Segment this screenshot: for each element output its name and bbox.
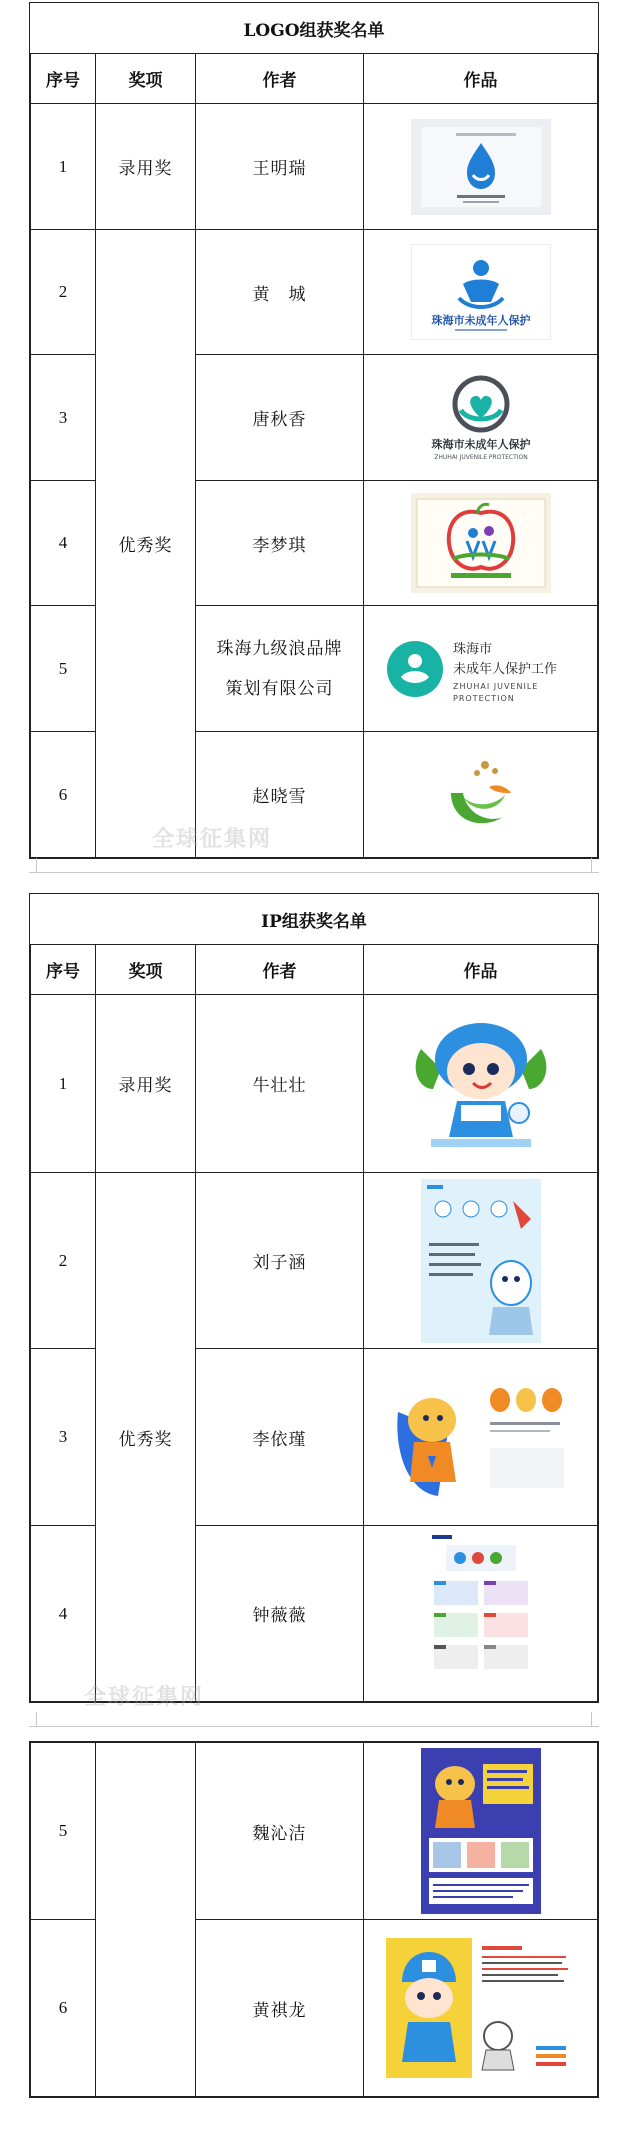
author-name [196,606,364,732]
header-work: 作品 [364,54,598,104]
ip-table-title: IP组获奖名单 [31,894,598,945]
logo-apple-children-image [411,493,551,593]
row-number: 4 [31,481,96,606]
watermark: 全球征集网 [152,827,273,852]
logo-5-caption-2: 未成年人保护工作 [452,661,557,677]
logo-circle-child-image [381,621,581,717]
author-name: 李梦琪 [196,481,364,606]
author-name: 牛壮壮 [196,995,364,1173]
work-cell [364,1920,598,2097]
page-divider [29,1726,599,1727]
row-number: 1 [31,104,96,230]
logo-heart-hands-image [411,370,551,466]
award-label: 录用奖 [96,995,196,1173]
work-cell [364,1526,598,1702]
author-name: 钟薇薇 [196,1526,364,1702]
mascot-poster-image [421,1748,541,1914]
author-name-line-2: 策划有限公司 [225,678,334,699]
mascot-orange-cape-image [388,1372,574,1502]
work-cell [364,995,598,1173]
author-name: 黄 城 [196,230,364,355]
logo-figure-hand-image [411,244,551,340]
author-name: 赵晓雪 [196,732,364,858]
logo-5-caption-1: 珠海市 [452,641,492,657]
table-row [31,995,598,1173]
award-label: 优秀奖 [96,1173,196,1702]
table-row [31,104,598,230]
author-name: 唐秋香 [196,355,364,481]
mascot-color-variants-image [426,1531,536,1697]
work-cell [364,481,598,606]
header-number: 序号 [31,54,96,104]
table-row [31,1173,598,1349]
author-name: 刘子涵 [196,1173,364,1349]
row-number: 1 [31,995,96,1173]
row-number: 5 [31,606,96,732]
row-number: 2 [31,1173,96,1349]
award-label: 优秀奖 [96,230,196,858]
logo-award-table [29,2,599,859]
page-corner-mark [36,858,37,872]
logo-3-subcaption: ZHUHAI JUVENILE PROTECTION [433,453,528,461]
work-cell [364,1173,598,1349]
logo-droplet-hand-image [411,119,551,215]
page-corner-mark [591,1712,592,1726]
ip-award-table [29,893,599,1703]
award-label-continued [96,1743,196,2097]
header-number: 序号 [31,945,96,995]
mascot-yellow-card-image [386,1938,576,2078]
watermark: 全球征集网 [84,1685,205,1710]
page-divider [29,872,599,873]
work-cell [364,230,598,355]
award-label: 录用奖 [96,104,196,230]
table-row [31,230,598,355]
page-corner-mark [591,858,592,872]
row-number: 5 [31,1743,96,1920]
row-number: 3 [31,1349,96,1526]
author-name: 王明瑞 [196,104,364,230]
author-name-line-1: 珠海九级浪品牌 [216,638,343,659]
logo-5-caption-4: PROTECTION [452,693,515,703]
mascot-design-sheet-image [421,1179,541,1343]
author-name: 魏沁洁 [196,1743,364,1920]
mascot-blue-cap-image [401,1009,561,1159]
author-name: 李依瑾 [196,1349,364,1526]
row-number: 4 [31,1526,96,1702]
work-cell [364,104,598,230]
page-corner-mark [36,1712,37,1726]
work-cell [364,732,598,858]
row-number: 6 [31,732,96,858]
logo-5-caption-3: ZHUHAI JUVENILE [452,681,538,691]
header-author: 作者 [196,945,364,995]
work-cell [364,355,598,481]
header-author: 作者 [196,54,364,104]
work-cell [364,1349,598,1526]
author-name: 黄祺龙 [196,1920,364,2097]
header-award: 奖项 [96,54,196,104]
header-work: 作品 [364,945,598,995]
logo-2-caption: 珠海市未成年人保护 [431,314,530,327]
work-cell [364,1743,598,1920]
header-award: 奖项 [96,945,196,995]
row-number: 3 [31,355,96,481]
logo-green-leaf-image [441,753,521,837]
row-number: 2 [31,230,96,355]
logo-table-title: LOGO组获奖名单 [31,3,598,54]
work-cell [364,606,598,732]
row-number: 6 [31,1920,96,2097]
ip-award-table-continued [29,1741,599,2098]
table-row [31,1743,598,1920]
logo-3-caption: 珠海市未成年人保护 [431,437,530,451]
